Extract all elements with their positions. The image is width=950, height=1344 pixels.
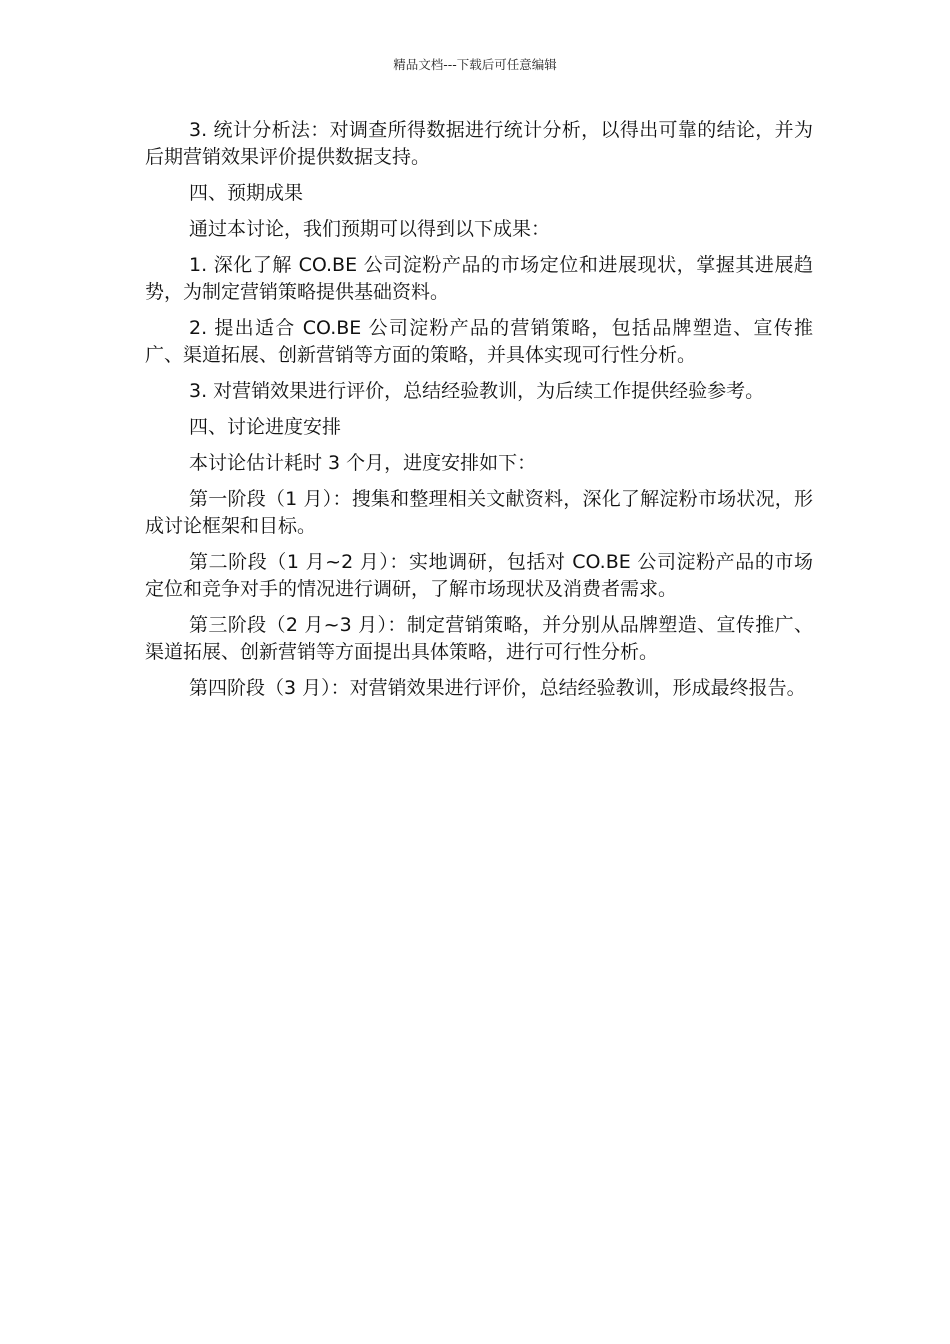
paragraph-results-intro: 通过本讨论，我们预期可以得到以下成果：	[189, 218, 551, 240]
paragraph-phase-2: 第二阶段（1 月~2 月）：实地调研，包括对 CO.BE 公司淀粉产品的市场定位和竞争对手的情况进行调研，了解市场现状及消费者需求。	[145, 551, 813, 600]
paragraph-result-1: 1. 深化了解 CO.BE 公司淀粉产品的市场定位和进展现状，掌握其进展趋势，为制定营销策略提供基础资料。	[145, 254, 813, 303]
paragraph-phase-1: 第一阶段（1 月）：搜集和整理相关文献资料，深化了解淀粉市场状况，形成讨论框架和目标。	[145, 488, 813, 537]
paragraph-phase-3: 第三阶段（2 月~3 月）：制定营销策略，并分别从品牌塑造、宣传推广、渠道拓展、创新营销等方面提出具体策略，进行可行性分析。	[145, 614, 813, 663]
paragraph-schedule-intro: 本讨论估计耗时 3 个月，进度安排如下：	[189, 452, 537, 474]
document-body	[145, 117, 813, 711]
section-heading-expected-results: 四、预期成果	[189, 182, 304, 204]
paragraph-result-3: 3. 对营销效果进行评价，总结经验教训，为后续工作提供经验参考。	[189, 380, 765, 402]
page-header: 精品文档---下载后可任意编辑	[393, 57, 557, 72]
section-heading-schedule: 四、讨论进度安排	[189, 416, 342, 438]
paragraph-phase-4: 第四阶段（3 月）：对营销效果进行评价，总结经验教训，形成最终报告。	[189, 677, 806, 699]
paragraph-result-2: 2. 提出适合 CO.BE 公司淀粉产品的营销策略，包括品牌塑造、宣传推广、渠道拓展、创新营销等方面的策略，并具体实现可行性分析。	[145, 317, 813, 366]
paragraph-method-statistics: 3. 统计分析法：对调查所得数据进行统计分析，以得出可靠的结论，并为后期营销效果评价提供数据支持。	[145, 119, 813, 168]
